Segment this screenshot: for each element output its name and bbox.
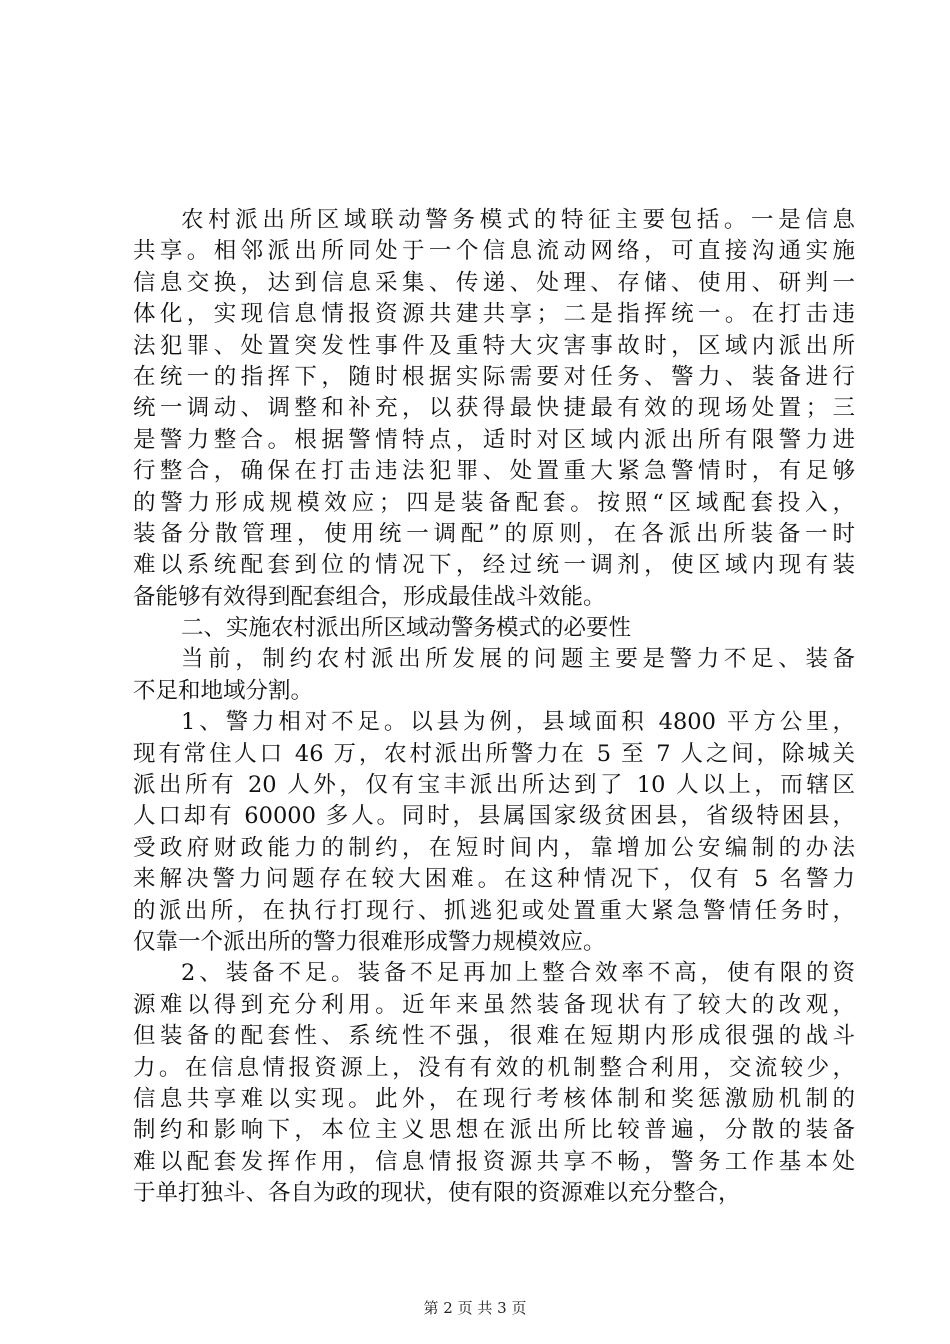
text-line: 二、实施农村派出所区域动警务模式的必要性 (181, 615, 632, 642)
text-line: 仅靠一个派出所的警力很难形成警力规模效应。 (133, 928, 606, 955)
text-line: 制约和影响下，本位主义思想在派出所比较普遍，分散的装备 (133, 1117, 855, 1144)
paragraph (133, 958, 855, 1209)
text-line: 难以配套发挥作用，信息情报资源共享不畅，警务工作基本处 (133, 1148, 855, 1175)
text-line: 农村派出所区域联动警务模式的特征主要包括。一是信息 (181, 207, 855, 233)
text-line: 人口却有 60000 多人。同时，县属国家级贫困县，省级特困县， (133, 803, 855, 830)
text-line: 力。在信息情报资源上，没有有效的机制整合利用，交流较少， (133, 1054, 855, 1081)
text-line: 派出所有 20 人外，仅有宝丰派出所达到了 10 人以上，而辖区 (133, 772, 855, 799)
text-line: 统一调动、调整和补充，以获得最快捷最有效的现场处置；三 (133, 395, 855, 422)
text-line: 1、警力相对不足。以县为例，县域面积 4800 平方公里， (181, 709, 855, 736)
text-line: 信息交换，达到信息采集、传递、处理、存储、使用、研判一 (133, 269, 855, 296)
text-line: 是警力整合。根据警情特点，适时对区域内派出所有限警力进 (133, 426, 855, 453)
paragraph (133, 644, 855, 707)
text-line: 体化，实现信息情报资源共建共享；二是指挥统一。在打击违 (133, 301, 855, 328)
paragraph (133, 205, 855, 613)
text-line: 难以系统配套到位的情况下，经过统一调剂，使区域内现有装 (133, 552, 855, 579)
text-line: 共享。相邻派出所同处于一个信息流动网络，可直接沟通实施 (133, 238, 855, 265)
document-body (133, 205, 855, 1210)
text-line: 当前，制约农村派出所发展的问题主要是警力不足、装备 (181, 646, 855, 673)
text-line: 但装备的配套性、系统性不强，很难在短期内形成很强的战斗 (133, 1023, 855, 1050)
text-line: 不足和地域分割。 (133, 677, 314, 704)
text-line: 2、装备不足。装备不足再加上整合效率不高，使有限的资 (181, 960, 855, 987)
text-line: 于单打独斗、各自为政的现状，使有限的资源难以充分整合， (133, 1180, 741, 1207)
text-line: 信息共享难以实现。此外，在现行考核体制和奖惩激励机制的 (133, 1085, 855, 1112)
text-line: 现有常住人口 46 万，农村派出所警力在 5 至 7 人之间，除城关 (133, 740, 855, 767)
page-footer: 第 2 页 共 3 页 (423, 1299, 527, 1317)
paragraph (133, 707, 855, 958)
text-line: 装备分散管理，使用统一调配”的原则，在各派出所装备一时 (133, 520, 855, 547)
text-line: 源难以得到充分利用。近年来虽然装备现状有了较大的改观， (133, 991, 855, 1018)
paragraph (133, 613, 855, 644)
text-line: 的警力形成规模效应；四是装备配套。按照“区域配套投入， (133, 489, 855, 516)
text-line: 备能够有效得到配套组合，形成最佳战斗效能。 (133, 583, 606, 610)
text-line: 的派出所，在执行打现行、抓逃犯或处置重大紧急警情任务时， (133, 897, 855, 924)
text-line: 行整合，确保在打击违法犯罪、处置重大紧急警情时，有足够 (133, 458, 855, 485)
text-line: 受政府财政能力的制约，在短时间内，靠增加公安编制的办法 (133, 834, 855, 861)
text-line: 来解决警力问题存在较大困难。在这种情况下，仅有 5 名警力 (133, 866, 855, 893)
text-line: 在统一的指挥下，随时根据实际需要对任务、警力、装备进行 (133, 363, 855, 390)
text-line: 法犯罪、处置突发性事件及重特大灾害事故时，区域内派出所 (133, 332, 855, 359)
